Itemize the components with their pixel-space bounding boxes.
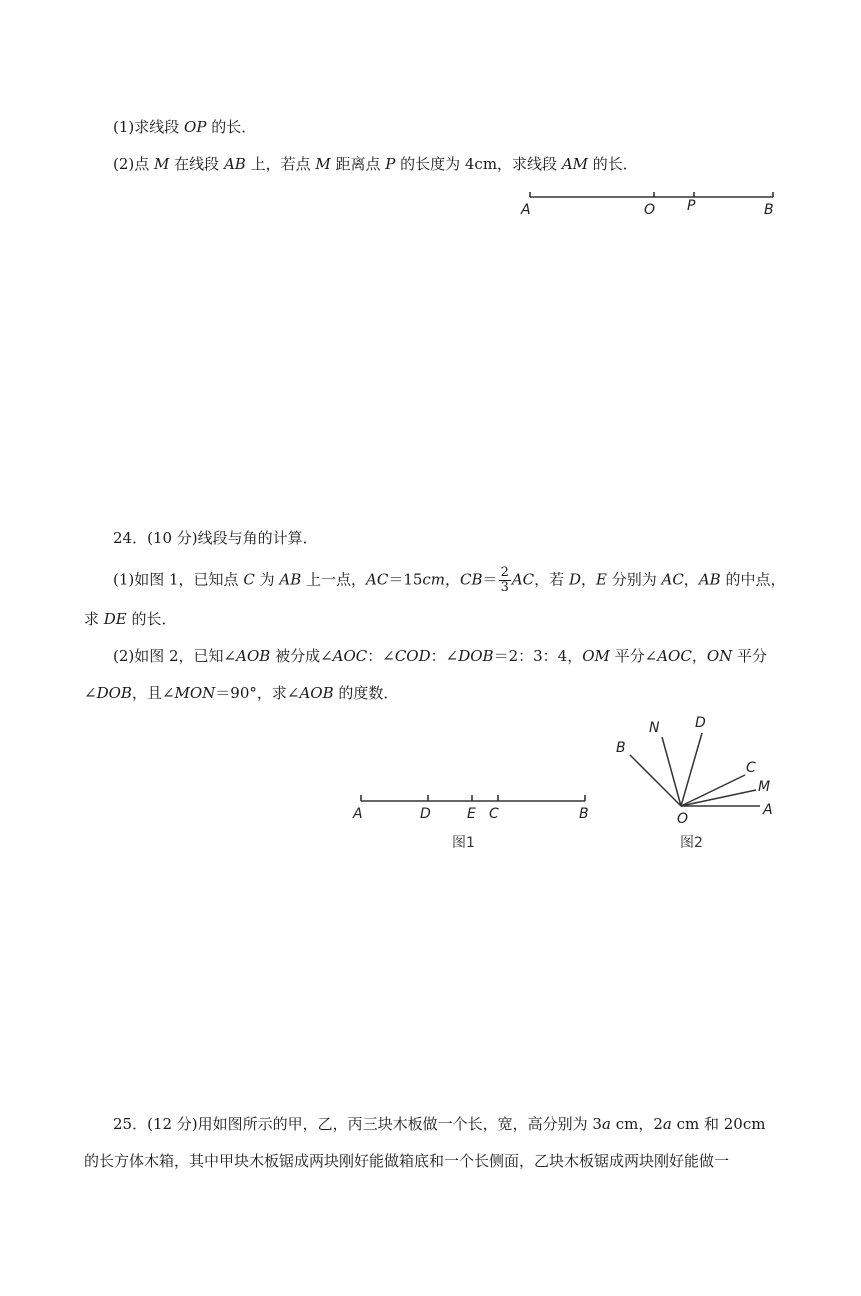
var: DOB (96, 684, 132, 702)
label-d: D (420, 806, 431, 822)
text: 的度数． (333, 684, 399, 702)
label-e: E (467, 806, 476, 822)
text: ，若 (534, 570, 569, 589)
var-op: OP (184, 118, 207, 136)
var: E (595, 570, 607, 589)
text: cm，2 (610, 1115, 663, 1133)
var: MON (174, 684, 216, 702)
label-b: B (579, 806, 589, 822)
var: a (662, 1115, 672, 1133)
text: 的长． (588, 155, 638, 173)
var: AC (661, 570, 684, 589)
text: 求 (84, 610, 104, 628)
text: 为 (254, 570, 280, 589)
text: 的中点， (720, 570, 786, 589)
label-m: M (758, 779, 771, 795)
text: 的长度为 4cm，求线段 (395, 155, 562, 173)
text: ， (683, 570, 699, 589)
var: AOB (299, 684, 334, 702)
text: (1)如图 1，已知点 (113, 570, 244, 589)
text: 平分 (732, 647, 768, 665)
figure-2-caption: 图2 (680, 835, 703, 851)
text: 的长． (126, 610, 177, 628)
text: ， (691, 647, 707, 665)
label-b: B (616, 740, 626, 756)
text: ＝90°，求∠ (215, 684, 300, 702)
var-p: P (385, 155, 396, 173)
label-o: O (644, 202, 656, 218)
var: DE (103, 610, 127, 628)
text: ＝15 (388, 570, 423, 589)
text: 被分成∠ (270, 647, 333, 665)
var: COD (394, 647, 431, 665)
text: cm 和 20cm (671, 1115, 766, 1133)
label-c: C (746, 760, 756, 776)
text: 25．(12 分)用如图所示的甲，乙，丙三块木板做一个长，宽，高分别为 3 (113, 1115, 602, 1133)
var: a (601, 1115, 611, 1133)
q25-line1 (113, 1113, 765, 1135)
label-a: A (521, 202, 531, 218)
label-c: C (489, 806, 499, 822)
var: AC (511, 570, 535, 589)
var: ON (706, 647, 733, 665)
text: ， (445, 570, 461, 589)
text: 平分∠ (609, 647, 658, 665)
text: ：∠ (367, 647, 395, 665)
text: 上，若点 (245, 155, 316, 173)
text: ∠ (84, 684, 97, 702)
text: ＝ (482, 570, 498, 589)
var: C (243, 570, 255, 589)
var-ab: AB (223, 155, 246, 173)
unit: cm (422, 570, 446, 589)
label-o: O (677, 811, 689, 827)
var: AOC (332, 647, 368, 665)
text: 在线段 (169, 155, 224, 173)
text: 的长． (206, 118, 257, 136)
text: 距离点 (330, 155, 386, 173)
text: ：∠ (430, 647, 459, 665)
var: OM (582, 647, 610, 665)
var: D (568, 570, 581, 589)
label-a: A (763, 802, 773, 818)
text: ，且∠ (131, 684, 175, 702)
q25-line2: 的长方体木箱，其中甲块木板锯成两块刚好能做箱底和一个长侧面，乙块木板锯成两块刚好能做一 (84, 1152, 730, 1170)
var: AB (698, 570, 721, 589)
var-m: M (154, 155, 170, 173)
fraction-numerator: 2 (500, 565, 509, 580)
label-p: P (687, 198, 696, 214)
text: 上一点， (301, 570, 366, 589)
var-m: M (315, 155, 331, 173)
fraction-denominator: 3 (500, 580, 509, 595)
text: 分别为 (606, 570, 662, 589)
var: AOB (236, 647, 271, 665)
label-d: D (695, 715, 706, 731)
var: AB (279, 570, 302, 589)
var: AOC (657, 647, 692, 665)
label-a: A (353, 806, 363, 822)
text: ， (580, 570, 596, 589)
text: ＝2：3：4， (493, 647, 583, 665)
var: AC (366, 570, 389, 589)
label-n: N (649, 720, 660, 736)
q24-title: 24．(10 分)线段与角的计算． (113, 529, 318, 547)
figure-1-caption: 图1 (452, 835, 475, 851)
text: (2)点 (113, 155, 155, 173)
text: (2)如图 2，已知∠ (113, 647, 237, 665)
text: (1)求线段 (113, 118, 185, 136)
var: CB (460, 570, 483, 589)
label-b: B (764, 202, 774, 218)
var: DOB (458, 647, 494, 665)
var-am: AM (561, 155, 589, 173)
